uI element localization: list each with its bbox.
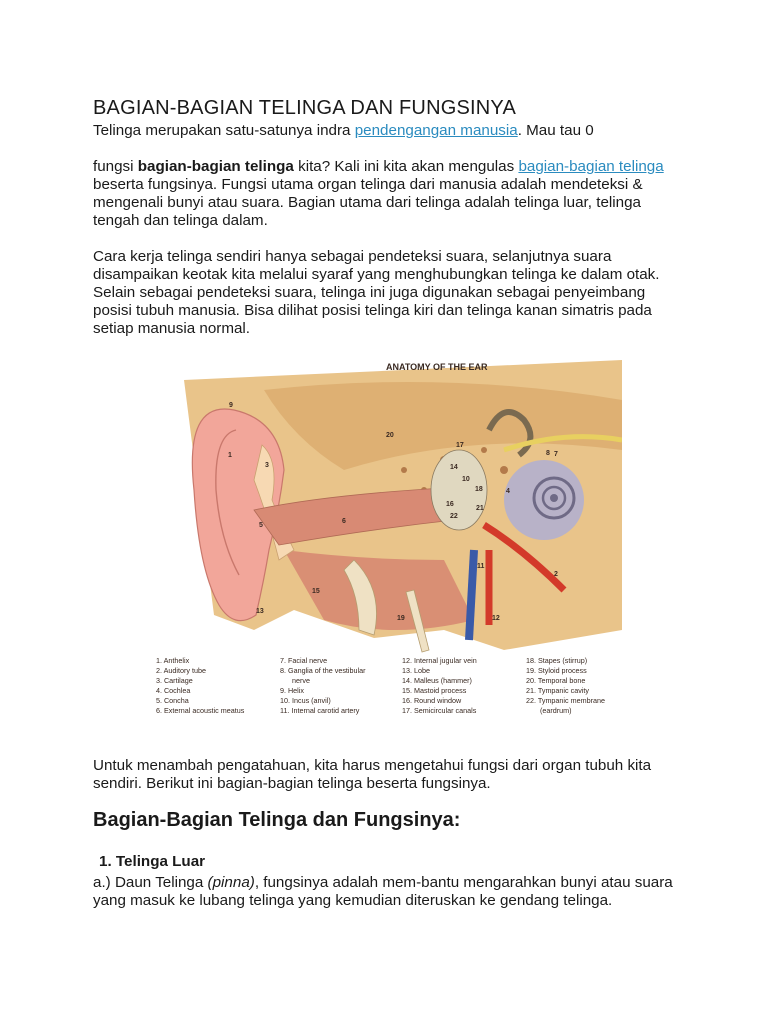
legend-item: 1. Anthelix [156, 656, 190, 665]
p2-text-2: kita? Kali ini kita akan mengulas [293, 158, 519, 175]
paragraph-3: Cara kerja telinga sendiri hanya sebagai pendeteksi suara, selanjutnya suara disampaikan keotak kita melalui syaraf yang menghubungkan telinga ke dalam otak. Selain sebagai pendeteksi suara, telinga ini juga digunakan sebagai penyeimbang posisi tubuh manusia. Bisa dilihat posisi telinga kiri dan telinga kanan simatris pada setiap manusia normal. [93, 248, 660, 337]
legend-item: 10. Incus (anvil) [280, 696, 331, 705]
legend-item: 19. Styloid process [526, 666, 587, 675]
legend-item: 18. Stapes (stirrup) [526, 656, 588, 665]
article-body [93, 96, 683, 338]
callout-11: 11 [477, 563, 485, 570]
legend-item: 11. Internal carotid artery [280, 706, 360, 715]
legend-item: 15. Mastoid process [402, 686, 467, 695]
callout-5: 5 [259, 522, 263, 529]
legend-item: 9. Helix [280, 686, 304, 695]
legend-item: 2. Auditory tube [156, 666, 206, 675]
legend-item: 22. Tympanic membrane [526, 696, 605, 705]
callout-15: 15 [312, 588, 320, 595]
legend-item: 17. Semicircular canals [402, 706, 477, 715]
callout-8: 8 [546, 450, 550, 457]
legend-item: 3. Cartilage [156, 676, 193, 685]
ear-anatomy-figure [144, 360, 622, 720]
legend-item: (eardrum) [540, 706, 572, 715]
link-bagian-telinga[interactable]: bagian-bagian telinga [518, 158, 664, 175]
callout-9: 9 [229, 402, 233, 409]
page-title: BAGIAN-BAGIAN TELINGA DAN FUNGSINYA [93, 97, 517, 119]
paragraph-2 [93, 158, 683, 230]
callout-20: 20 [386, 432, 394, 439]
jugular-vein [469, 550, 474, 640]
legend-item: 13. Lobe [402, 666, 430, 675]
paragraph-4: Untuk menambah pengatahuan, kita harus mengetahui fungsi dari organ tubuh kita sendiri. Berikut ini bagian-bagian telinga beserta fungsinya. [93, 757, 652, 792]
callout-10: 10 [462, 476, 470, 483]
intro-text-2: . Mau tau 0 [517, 122, 594, 139]
legend-item: 5. Concha [156, 696, 189, 705]
legend-item: 21. Tympanic cavity [526, 686, 589, 695]
callout-21: 21 [476, 505, 484, 512]
figure-title: ANATOMY OF THE EAR [386, 362, 488, 372]
intro-text-1: Telinga merupakan satu-satunya indra [93, 122, 355, 139]
callout-17: 17 [456, 442, 464, 449]
callout-14: 14 [450, 464, 458, 471]
p5-text-1: a.) Daun Telinga [93, 874, 208, 891]
callout-1: 1 [228, 452, 232, 459]
intro-paragraph [93, 122, 683, 140]
legend-item: 8. Ganglia of the vestibular [280, 666, 366, 675]
callout-16: 16 [446, 501, 454, 508]
callout-2: 2 [554, 571, 558, 578]
callout-18: 18 [475, 486, 483, 493]
callout-4: 4 [506, 488, 510, 495]
callout-12: 12 [492, 615, 500, 622]
legend-item: 4. Cochlea [156, 686, 191, 695]
legend-item: 12. Internal jugular vein [402, 656, 477, 665]
figure-legend [156, 656, 605, 715]
callout-6: 6 [342, 518, 346, 525]
subsection-heading: 1. Telinga Luar [99, 853, 206, 870]
legend-item: 14. Malleus (hammer) [402, 676, 472, 685]
p2-text-1: fungsi [93, 158, 138, 175]
p2-bold: bagian-bagian telinga [137, 158, 294, 175]
legend-item: nerve [292, 676, 310, 685]
link-pendengaran[interactable]: pendengangan manusia [354, 122, 518, 139]
callout-7: 7 [554, 451, 558, 458]
legend-item: 6. External acoustic meatus [156, 706, 245, 715]
callout-19: 19 [397, 615, 405, 622]
callout-22: 22 [450, 513, 458, 520]
ear-anatomy-illustration [144, 360, 622, 720]
legend-item: 20. Temporal bone [526, 676, 586, 685]
legend-item: 7. Facial nerve [280, 656, 328, 665]
p2-text-3: beserta fungsinya. Fungsi utama organ telinga dari manusia adalah mendeteksi & mengenali bunyi atau suara. Bagian utama dari telinga adalah telinga luar, telinga tengah dan telinga dalam. [93, 176, 643, 229]
p5-italic: (pinna) [207, 874, 255, 891]
paragraph-5 [93, 874, 683, 910]
section-heading: Bagian-Bagian Telinga dan Fungsinya: [93, 809, 461, 831]
p5-text-2: , fungsinya adalah mem-bantu mengarahkan bunyi atau suara yang masuk ke lubang telinga yang kemudian diteruskan ke gendang telinga. [93, 874, 673, 909]
legend-item: 16. Round window [402, 696, 462, 705]
callout-13: 13 [256, 608, 264, 615]
callout-3: 3 [265, 462, 269, 469]
